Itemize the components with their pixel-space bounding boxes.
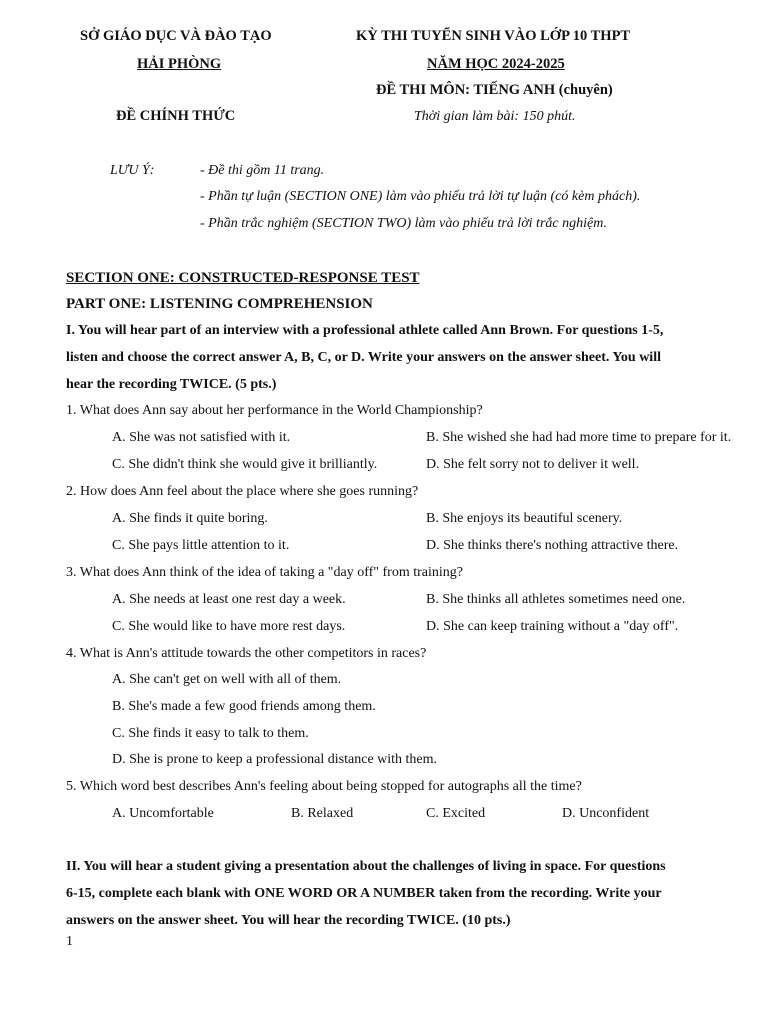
instruction-line: answers on the answer sheet. You will hear the recording TWICE. (10 pts.) <box>66 913 511 928</box>
answer-option: A. She needs at least one rest day a week. <box>112 592 346 607</box>
question-stem: 4. What is Ann's attitude towards the other competitors in races? <box>66 646 427 661</box>
answer-option: D. Unconfident <box>562 806 650 821</box>
answer-option: D. She thinks there's nothing attractive there. <box>426 538 679 553</box>
answer-option: C. Excited <box>426 806 486 821</box>
answer-option: C. She didn't think she would give it brilliantly. <box>112 457 378 472</box>
answer-option: C. She finds it easy to talk to them. <box>112 726 309 741</box>
answer-option: C. She pays little attention to it. <box>112 538 290 553</box>
answer-option: A. She can't get on well with all of them. <box>112 672 342 687</box>
instruction-line: listen and choose the correct answer A, B, C, or D. Write your answers on the answer sheet. You will <box>66 350 661 365</box>
question-stem: 1. What does Ann say about her performance in the World Championship? <box>66 403 483 418</box>
instruction-line: I. You will hear part of an interview with a professional athlete called Ann Brown. For questions 1-5, <box>66 323 664 338</box>
exam-duration: Thời gian làm bài: 150 phút. <box>414 109 576 124</box>
instruction-line: II. You will hear a student giving a presentation about the challenges of living in space. For questions <box>66 859 666 874</box>
city-name: HẢI PHÒNG <box>137 56 222 72</box>
question-stem: 3. What does Ann think of the idea of taking a "day off" from training? <box>66 565 463 580</box>
question-stem: 2. How does Ann feel about the place where she goes running? <box>66 484 419 499</box>
note-line: - Phần tự luận (SECTION ONE) làm vào phiếu trả lời tự luận (có kèm phách). <box>200 189 641 204</box>
answer-option: B. She's made a few good friends among them. <box>112 699 376 714</box>
exam-title: KỲ THI TUYỂN SINH VÀO LỚP 10 THPT <box>356 28 631 44</box>
official-exam-label: ĐỀ CHÍNH THỨC <box>116 108 236 124</box>
part-title: PART ONE: LISTENING COMPREHENSION <box>66 296 373 312</box>
answer-option: B. She thinks all athletes sometimes need one. <box>426 592 686 607</box>
note-label: LƯU Ý: <box>110 163 155 178</box>
answer-option: D. She can keep training without a "day off". <box>426 619 679 634</box>
answer-option: A. She was not satisfied with it. <box>112 430 291 445</box>
exam-subject: ĐỀ THI MÔN: TIẾNG ANH (chuyên) <box>376 82 613 98</box>
section-title: SECTION ONE: CONSTRUCTED-RESPONSE TEST <box>66 270 420 286</box>
answer-option: C. She would like to have more rest days. <box>112 619 346 634</box>
question-stem: 5. Which word best describes Ann's feeling about being stopped for autographs all the time? <box>66 779 582 794</box>
school-year: NĂM HỌC 2024-2025 <box>427 56 565 72</box>
answer-option: A. Uncomfortable <box>112 806 214 821</box>
department-name: SỞ GIÁO DỤC VÀ ĐÀO TẠO <box>80 28 272 44</box>
answer-option: B. Relaxed <box>291 806 354 821</box>
note-line: - Đề thi gồm 11 trang. <box>200 163 325 178</box>
answer-option: D. She is prone to keep a professional distance with them. <box>112 752 438 767</box>
instruction-line: hear the recording TWICE. (5 pts.) <box>66 377 277 392</box>
note-line: - Phần trắc nghiệm (SECTION TWO) làm vào phiếu trả lời trắc nghiệm. <box>200 216 607 231</box>
answer-option: A. She finds it quite boring. <box>112 511 268 526</box>
answer-option: B. She wished she had had more time to prepare for it. <box>426 430 732 445</box>
page-number: 1 <box>66 934 73 949</box>
answer-option: B. She enjoys its beautiful scenery. <box>426 511 623 526</box>
answer-option: D. She felt sorry not to deliver it well. <box>426 457 640 472</box>
instruction-line: 6-15, complete each blank with ONE WORD OR A NUMBER taken from the recording. Write your <box>66 886 662 901</box>
